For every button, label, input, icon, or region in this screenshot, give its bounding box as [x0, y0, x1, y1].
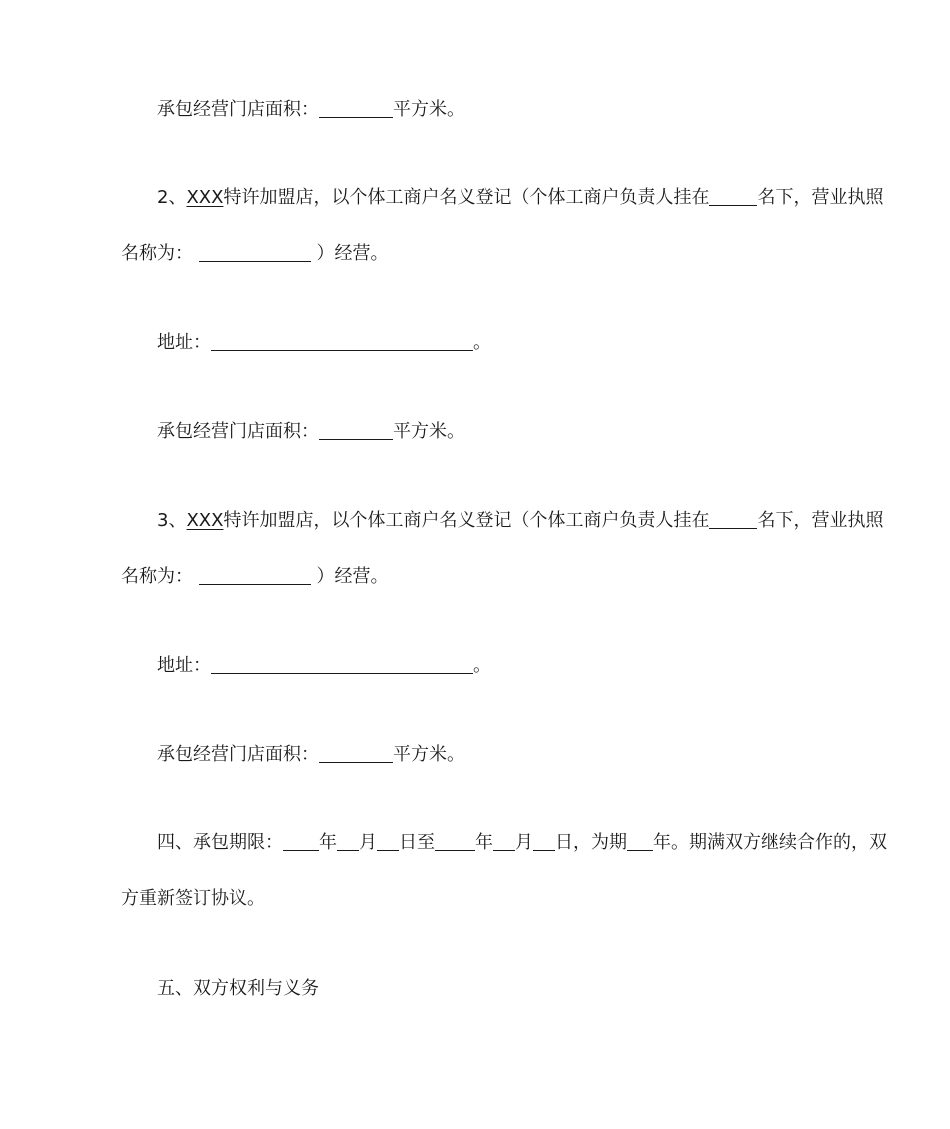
item-text: 特许加盟店，以个体工商户名义登记（个体工商户负责人挂在	[223, 187, 710, 208]
address-label: 地址：	[157, 655, 211, 676]
item-number: 3、	[157, 510, 187, 531]
item-2-area	[157, 420, 465, 444]
area-line	[157, 98, 465, 122]
item-number: 2、	[157, 187, 187, 208]
area-unit: 平方米。	[393, 421, 465, 442]
month-text: 月	[359, 832, 377, 853]
start-year-blank[interactable]	[283, 832, 319, 851]
item-3-area	[157, 743, 465, 767]
term-label: 四、承包期限：	[157, 832, 283, 853]
owner-name-blank[interactable]	[709, 187, 757, 206]
store-name-placeholder: XXX	[186, 187, 224, 208]
item-text-end: 名下，营业执照	[757, 187, 884, 208]
term-tail: 年。期满双方继续合作的，双	[653, 832, 887, 853]
term-continuation: 方重新签订协议。	[121, 888, 265, 909]
address-blank[interactable]	[211, 332, 473, 351]
operation-text: ）经营。	[316, 566, 389, 587]
item-3-line-1	[157, 509, 883, 533]
area-label: 承包经营门店面积：	[157, 421, 319, 442]
license-name-label: 名称为：	[121, 243, 193, 264]
item-3-address	[157, 654, 491, 678]
area-blank[interactable]	[319, 99, 393, 118]
item-text-end: 名下，营业执照	[757, 510, 884, 531]
address-label: 地址：	[157, 332, 211, 353]
item-3-line-2	[121, 565, 388, 589]
end-month-blank[interactable]	[493, 832, 515, 851]
operation-text: ）经营。	[316, 243, 389, 264]
term-line-2	[121, 887, 265, 911]
start-month-blank[interactable]	[337, 832, 359, 851]
area-label: 承包经营门店面积：	[157, 99, 319, 120]
license-name-blank[interactable]	[199, 243, 311, 262]
term-line-1	[157, 831, 887, 855]
day-to-text: 日至	[399, 832, 435, 853]
store-name-placeholder: XXX	[186, 510, 224, 531]
item-2-address	[157, 331, 491, 355]
address-end: 。	[473, 332, 491, 353]
item-text: 特许加盟店，以个体工商户名义登记（个体工商户负责人挂在	[223, 510, 710, 531]
section-heading: 五、双方权利与义务	[157, 978, 319, 999]
end-year-blank[interactable]	[435, 832, 475, 851]
area-unit: 平方米。	[393, 99, 465, 120]
year-text: 年	[319, 832, 337, 853]
item-2-line-2	[121, 242, 388, 266]
period-years-blank[interactable]	[627, 832, 653, 851]
area-label: 承包经营门店面积：	[157, 744, 319, 765]
area-unit: 平方米。	[393, 744, 465, 765]
address-blank[interactable]	[211, 655, 473, 674]
license-name-blank[interactable]	[199, 566, 311, 585]
license-name-label: 名称为：	[121, 566, 193, 587]
start-day-blank[interactable]	[377, 832, 399, 851]
item-2-line-1	[157, 186, 883, 210]
end-day-blank[interactable]	[533, 832, 555, 851]
address-end: 。	[473, 655, 491, 676]
area-blank[interactable]	[319, 744, 393, 763]
month-text: 月	[515, 832, 533, 853]
owner-name-blank[interactable]	[709, 510, 757, 529]
section-5-heading	[157, 977, 319, 1001]
area-blank[interactable]	[319, 421, 393, 440]
year-text: 年	[475, 832, 493, 853]
period-text: 日，为期	[555, 832, 627, 853]
